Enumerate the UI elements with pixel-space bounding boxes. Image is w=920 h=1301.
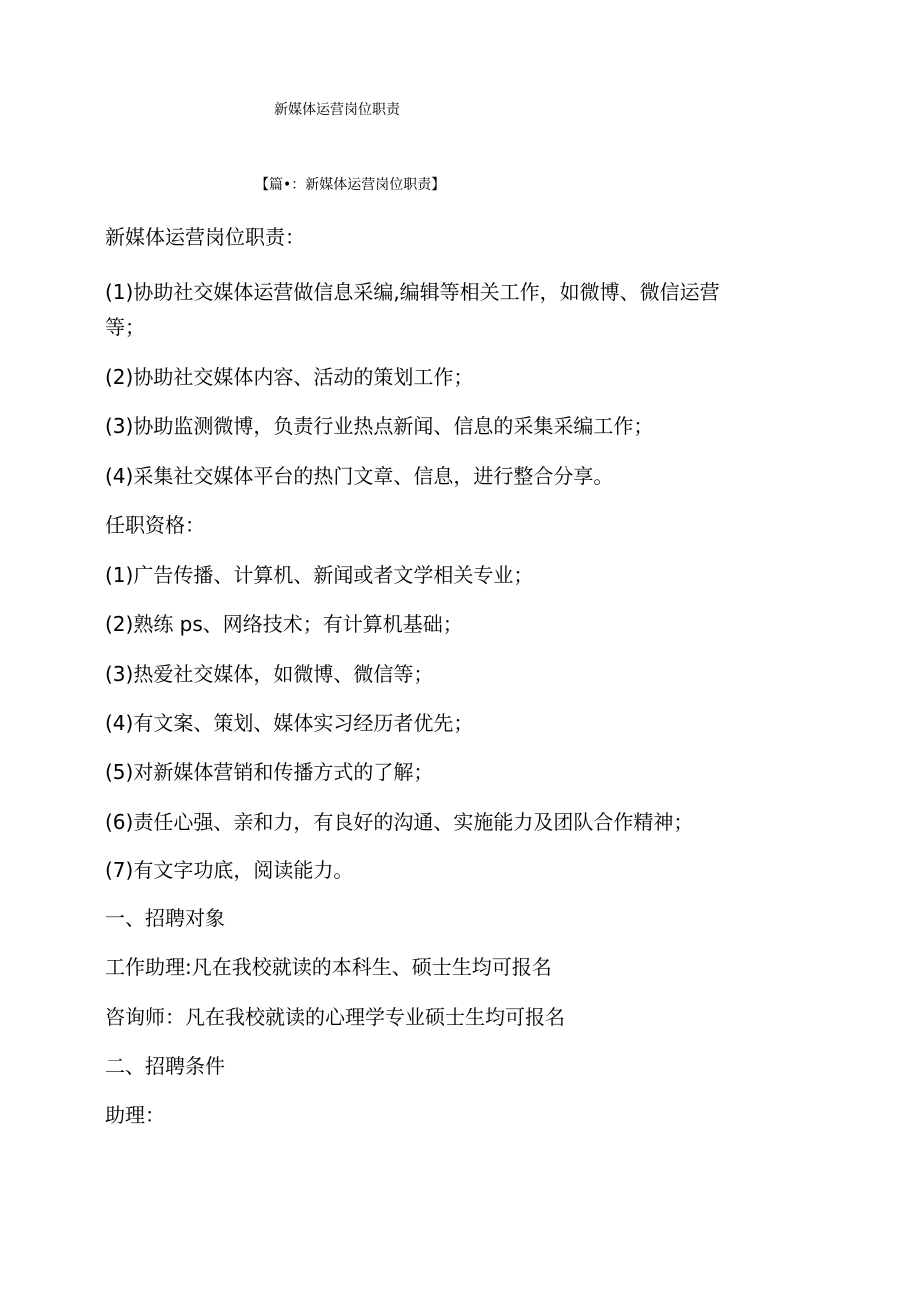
- paragraph-line: (3)协助监测微博，负责行业热点新闻、信息的采集采编工作；: [105, 414, 654, 438]
- paragraph-line: 咨询师：凡在我校就读的心理学专业硕士生均可报名: [105, 1005, 565, 1029]
- document-subtitle: 【篇•：新媒体运营岗位职责】: [255, 177, 446, 193]
- paragraph-line: (4)采集社交媒体平台的热门文章、信息，进行整合分享。: [105, 464, 614, 488]
- paragraph-line: (6)责任心强、亲和力，有良好的沟通、实施能力及团队合作精神；: [105, 810, 694, 834]
- paragraph-line: (1)广告传播、计算机、新闻或者文学相关专业；: [105, 563, 534, 587]
- paragraph-line: (2)协助社交媒体内容、活动的策划工作；: [105, 365, 474, 389]
- section-heading-recruit-target: 一、招聘对象: [105, 906, 225, 930]
- paragraph-line: (7)有文字功底，阅读能力。: [105, 858, 354, 882]
- section-heading-qualifications: 任职资格：: [105, 513, 205, 537]
- document-title: 新媒体运营岗位职责: [274, 102, 400, 118]
- paragraph-line: (3)热爱社交媒体，如微博、微信等；: [105, 662, 434, 686]
- paragraph-line: 工作助理:凡在我校就读的本科生、硕士生均可报名: [105, 955, 552, 979]
- paragraph-line: (5)对新媒体营销和传播方式的了解；: [105, 760, 434, 784]
- paragraph-line: 等；: [105, 315, 145, 339]
- paragraph-line: (4)有文案、策划、媒体实习经历者优先；: [105, 711, 474, 735]
- paragraph-line: (1)协助社交媒体运营做信息采编,编辑等相关工作，如微博、微信运营: [105, 280, 720, 304]
- paragraph-line: 助理：: [105, 1103, 165, 1127]
- paragraph-line: (2)熟练 ps、网络技术；有计算机基础；: [105, 612, 463, 636]
- section-heading-recruit-conditions: 二、招聘条件: [105, 1054, 225, 1078]
- section-heading-duties: 新媒体运营岗位职责：: [105, 225, 305, 249]
